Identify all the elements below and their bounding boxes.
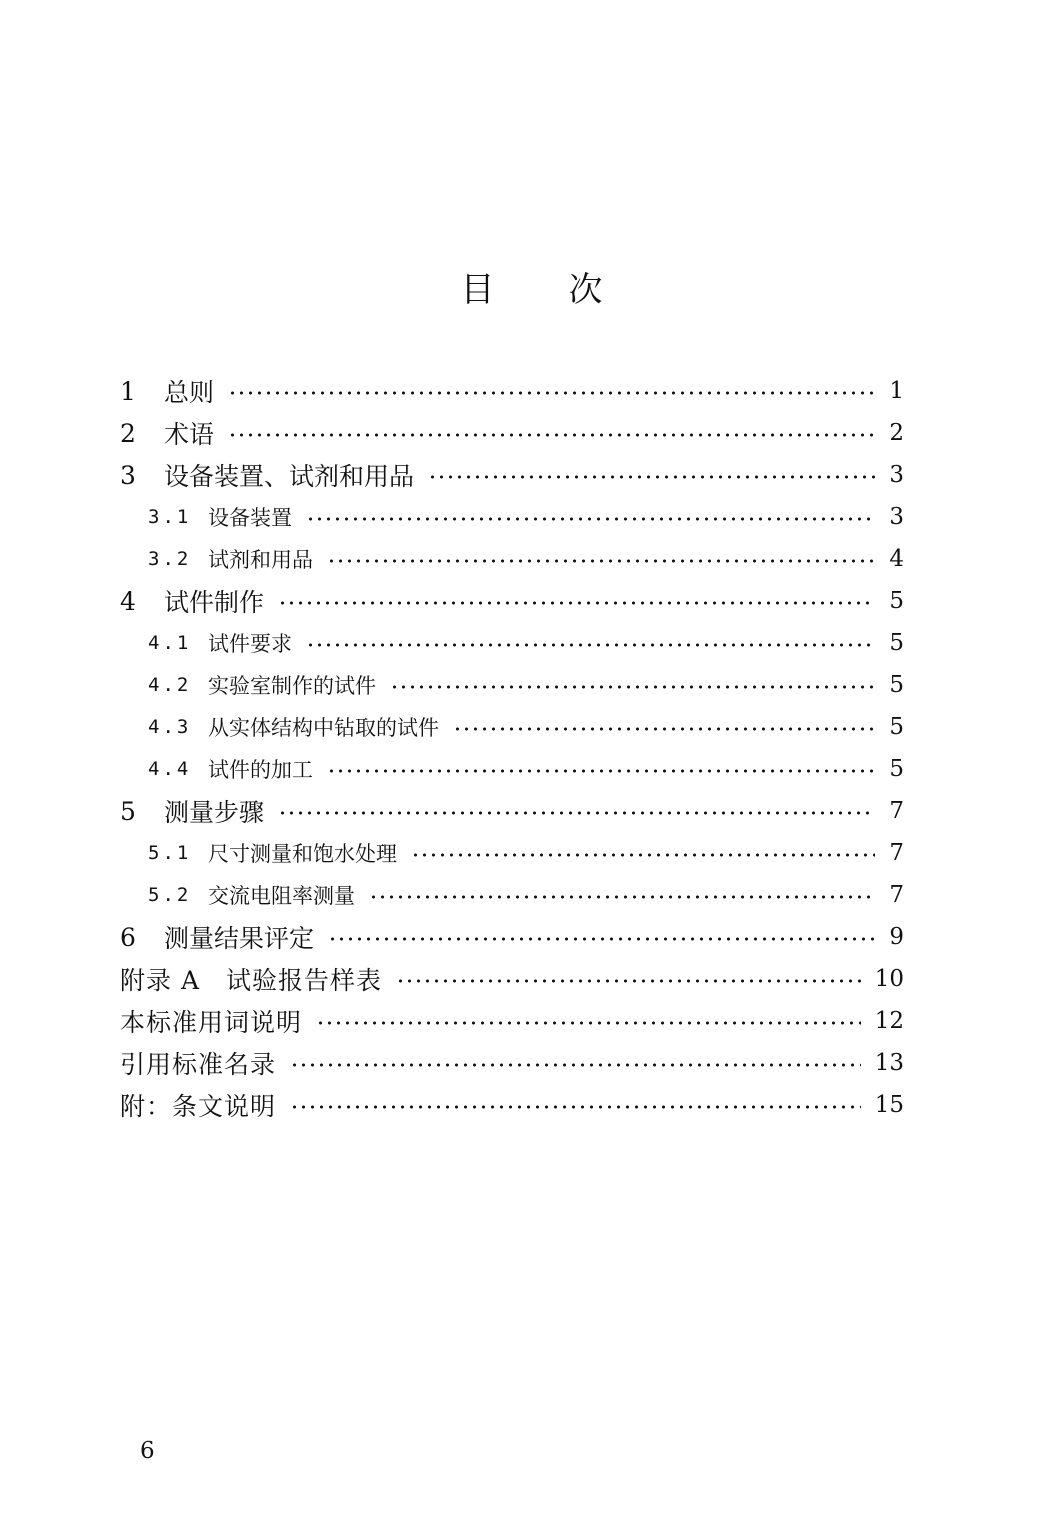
toc-entry-page: 4 <box>889 546 904 572</box>
toc-entry-number: 3.2 <box>148 548 192 570</box>
toc-entry-label: 测量结果评定 <box>164 924 315 953</box>
toc-entry-number: 1 <box>120 376 136 406</box>
toc-entry-label: 试件制作 <box>164 588 265 617</box>
dot-leader <box>306 643 875 647</box>
toc-entry-label: 测量步骤 <box>164 798 265 827</box>
toc-entry-page: 7 <box>889 798 904 824</box>
toc-entry-label: 本标准用词说明 <box>120 1008 303 1037</box>
toc-entry-number: 3 <box>120 460 136 490</box>
dot-leader <box>228 391 875 395</box>
dot-leader <box>278 811 875 815</box>
toc-entry-page: 5 <box>889 714 904 740</box>
dot-leader <box>306 517 875 521</box>
toc-entry-number: 5.2 <box>148 884 192 906</box>
toc-entry-page: 15 <box>874 1092 904 1118</box>
toc-entry[interactable] <box>120 706 904 748</box>
toc-entry-number: 4.2 <box>148 674 192 696</box>
dot-leader <box>278 601 875 605</box>
toc-entry[interactable] <box>120 622 904 664</box>
toc-entry-page: 7 <box>889 882 904 908</box>
page-number: 6 <box>140 1438 155 1464</box>
toc-entry-page: 3 <box>889 462 904 488</box>
toc-entry-page: 12 <box>874 1008 904 1034</box>
toc-entry-label: 交流电阻率测量 <box>208 884 355 908</box>
toc-entry-number: 4.3 <box>148 716 192 738</box>
dot-leader <box>290 1105 861 1109</box>
toc-entry[interactable] <box>120 958 904 1000</box>
toc-entry-label: 试件的加工 <box>208 758 313 782</box>
toc-entry-label: 总则 <box>164 378 215 407</box>
toc-entry-number: 5.1 <box>148 842 192 864</box>
toc-entry-label: 试件要求 <box>208 632 292 656</box>
dot-leader <box>327 559 875 563</box>
toc-entry[interactable] <box>120 454 904 496</box>
toc-entry[interactable] <box>120 832 904 874</box>
toc-entry-page: 3 <box>889 504 904 530</box>
toc-entry-number: 4 <box>120 586 136 616</box>
toc-entry-label: 试剂和用品 <box>208 548 313 572</box>
toc-entry-label: 术语 <box>164 420 215 449</box>
dot-leader <box>228 433 875 437</box>
toc-entry[interactable] <box>120 916 904 958</box>
dot-leader <box>327 769 875 773</box>
toc-entry[interactable] <box>120 1042 904 1084</box>
toc-entry-label: 设备装置 <box>208 506 292 530</box>
toc-entry-number: 6 <box>120 922 136 952</box>
dot-leader <box>453 727 875 731</box>
dot-leader <box>316 1021 861 1025</box>
toc-entry-page: 5 <box>889 756 904 782</box>
toc-entry[interactable] <box>120 1000 904 1042</box>
toc-entry-label: 附录 A 试验报告样表 <box>120 966 383 995</box>
table-of-contents <box>120 370 904 1126</box>
toc-title-char-1: 目 <box>460 270 495 310</box>
toc-entry-label: 引用标准名录 <box>120 1050 277 1079</box>
dot-leader <box>428 475 875 479</box>
dot-leader <box>290 1063 861 1067</box>
toc-entry-number: 3.1 <box>148 506 192 528</box>
toc-entry[interactable] <box>120 370 904 412</box>
dot-leader <box>328 937 875 941</box>
toc-entry[interactable] <box>120 874 904 916</box>
toc-entry-number: 2 <box>120 418 136 448</box>
toc-entry-page: 2 <box>889 420 904 446</box>
toc-entry-label: 附：条文说明 <box>120 1092 277 1121</box>
dot-leader <box>396 979 861 983</box>
toc-entry[interactable] <box>120 538 904 580</box>
toc-entry[interactable] <box>120 1084 904 1126</box>
toc-entry-page: 13 <box>874 1050 904 1076</box>
toc-entry-label: 从实体结构中钻取的试件 <box>208 716 439 740</box>
toc-entry-page: 10 <box>874 966 904 992</box>
dot-leader <box>369 895 875 899</box>
toc-entry-label: 实验室制作的试件 <box>208 674 376 698</box>
toc-title-char-2: 次 <box>568 270 603 310</box>
toc-entry[interactable] <box>120 664 904 706</box>
toc-title <box>0 262 1063 311</box>
toc-entry-label: 尺寸测量和饱水处理 <box>208 842 397 866</box>
toc-entry-page: 5 <box>889 672 904 698</box>
toc-entry-page: 1 <box>889 378 904 404</box>
dot-leader <box>390 685 875 689</box>
dot-leader <box>411 853 875 857</box>
toc-entry-number: 5 <box>120 796 136 826</box>
toc-entry-number: 4.1 <box>148 632 192 654</box>
toc-entry[interactable] <box>120 580 904 622</box>
toc-entry[interactable] <box>120 790 904 832</box>
toc-entry-page: 7 <box>889 840 904 866</box>
toc-entry[interactable] <box>120 748 904 790</box>
toc-entry-page: 5 <box>889 588 904 614</box>
toc-entry-page: 5 <box>889 630 904 656</box>
toc-entry[interactable] <box>120 412 904 454</box>
toc-entry-label: 设备装置、试剂和用品 <box>164 462 415 491</box>
toc-entry-number: 4.4 <box>148 758 192 780</box>
toc-entry-page: 9 <box>889 924 904 950</box>
toc-entry[interactable] <box>120 496 904 538</box>
